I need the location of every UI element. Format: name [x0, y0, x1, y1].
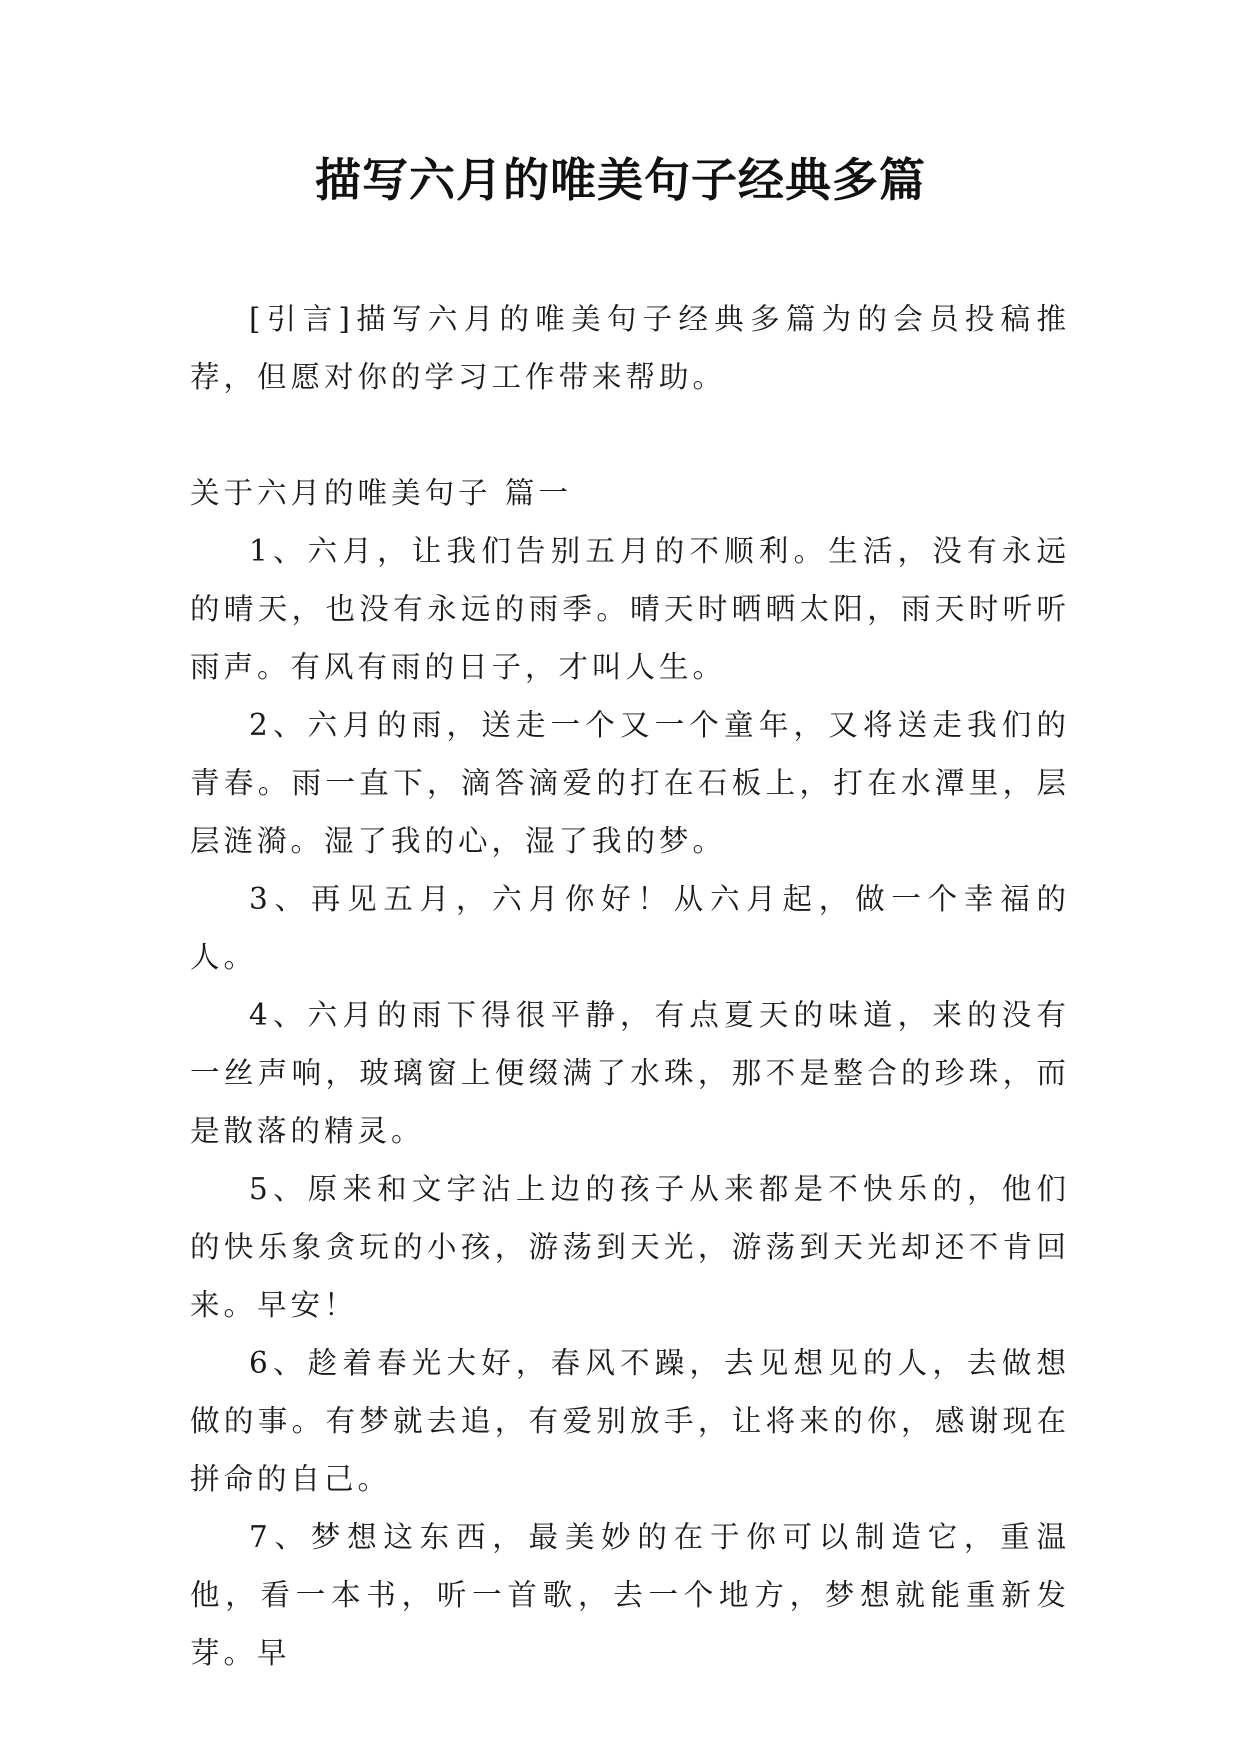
list-item: 7、梦想这东西，最美妙的在于你可以制造它，重温他，看一本书，听一首歌，去一个地方，梦想就能重新发芽。早 — [190, 1520, 1070, 1670]
list-item: 5、原来和文字沾上边的孩子从来都是不快乐的，他们的快乐象贪玩的小孩，游荡到天光，游荡到天光却还不肯回来。早安！ — [190, 1172, 1070, 1322]
intro-paragraph: [引言]描写六月的唯美句子经典多篇为的会员投稿推荐，但愿对你的学习工作带来帮助。 — [190, 302, 1070, 394]
list-item: 1、六月，让我们告别五月的不顺利。生活，没有永远的晴天，也没有永远的雨季。晴天时晒晒太阳，雨天时听听雨声。有风有雨的日子，才叫人生。 — [190, 534, 1070, 684]
list-item: 3、再见五月，六月你好！从六月起，做一个幸福的人。 — [190, 882, 1070, 974]
document-title: 描写六月的唯美句子经典多篇 — [315, 153, 926, 207]
document-body — [190, 290, 1070, 1682]
list-item: 2、六月的雨，送走一个又一个童年，又将送走我们的青春。雨一直下，滴答滴爱的打在石板上，打在水潭里，层层涟漪。湿了我的心，湿了我的梦。 — [190, 708, 1070, 858]
list-item: 6、趁着春光大好，春风不躁，去见想见的人，去做想做的事。有梦就去追，有爱别放手，让将来的你，感谢现在拼命的自己。 — [190, 1346, 1070, 1496]
section-heading: 关于六月的唯美句子 篇一 — [190, 476, 572, 510]
list-item: 4、六月的雨下得很平静，有点夏天的味道，来的没有一丝声响，玻璃窗上便缀满了水珠，那不是整合的珍珠，而是散落的精灵。 — [190, 998, 1070, 1148]
